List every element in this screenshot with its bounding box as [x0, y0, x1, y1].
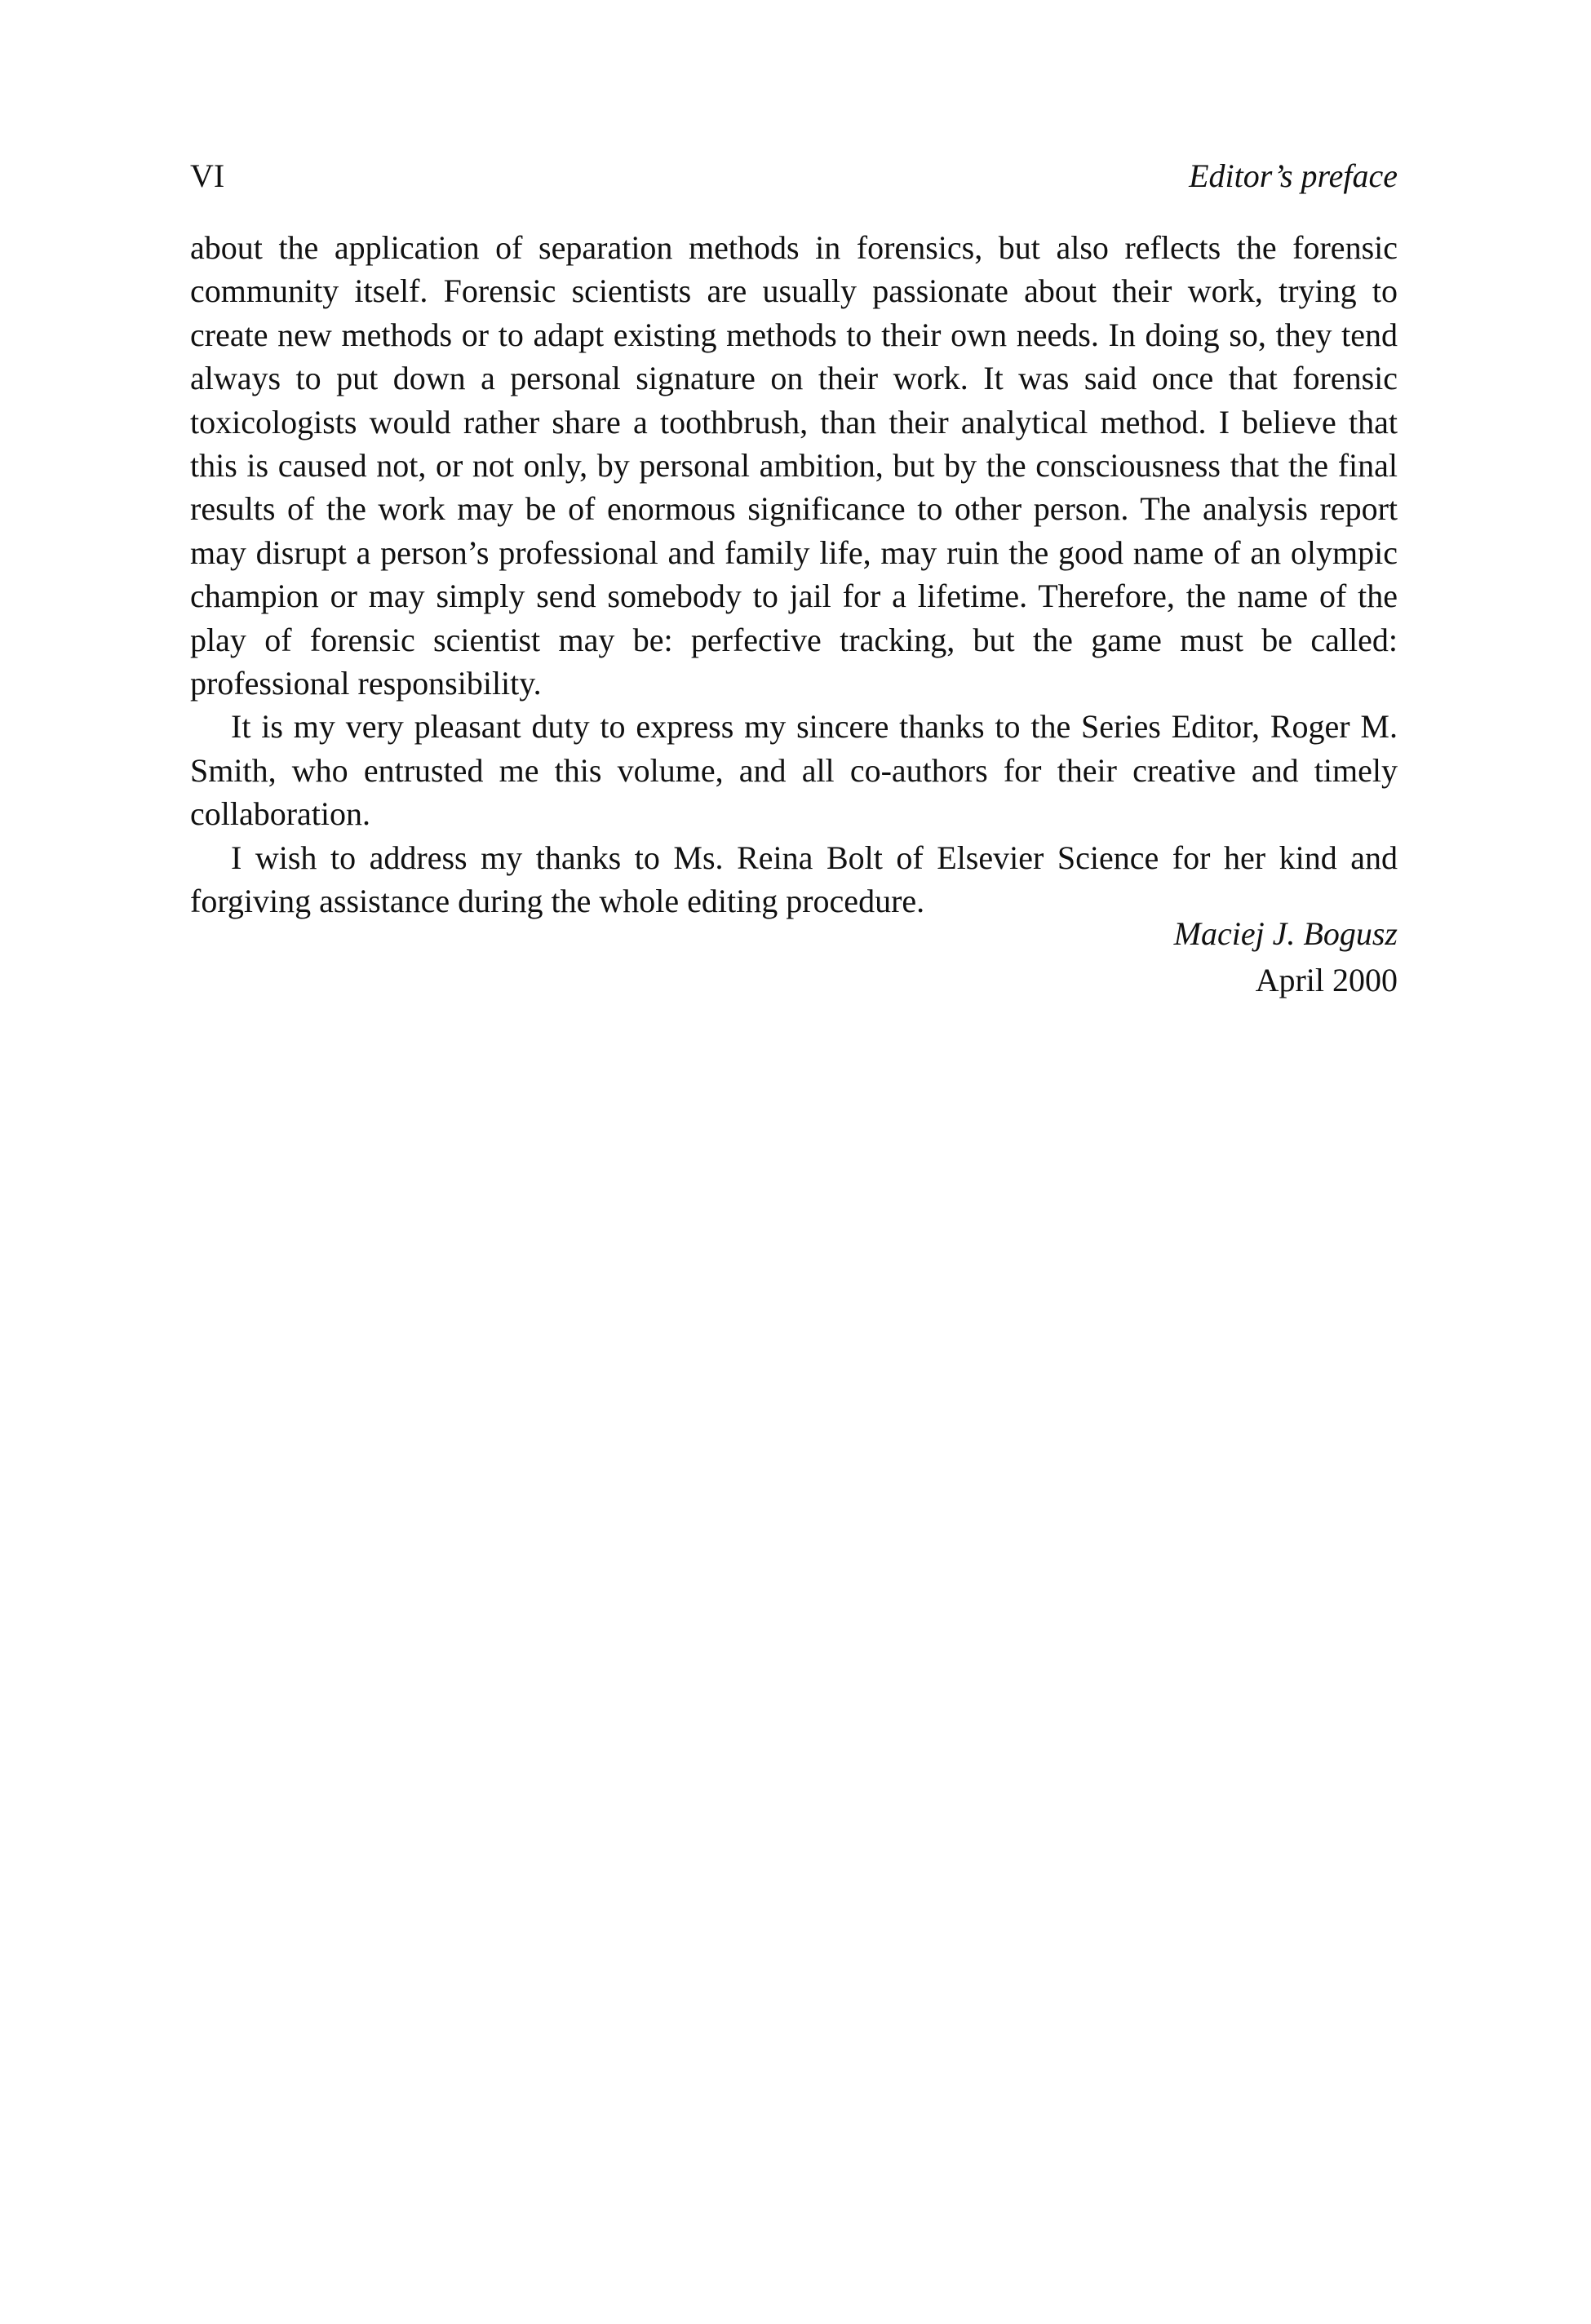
- signature-block: [190, 910, 1398, 1003]
- body-paragraph-continued: about the application of separation methods in forensics, but also reflects the forensic community itself. Forensic scientists are usually passionate about their work, trying to create new methods or to adapt existing methods to their own needs. In doing so, they tend always to put down a personal signature on their work. It was said once that forensic toxicologists would rather share a toothbrush, than their analytical method. I believe that this is caused not, or not only, by personal ambition, but by the consciousness that the final results of the work may be of enormous significance to other person. The analysis report may disrupt a person’s professional and family life, may ruin the good name of an olympic champion or may simply send somebody to jail for a lifetime. Therefore, the name of the play of forensic scientist may be: perfective tracking, but the game must be called: professional responsibility.: [190, 229, 1398, 702]
- signature-date: April 2000: [1255, 962, 1398, 998]
- body-paragraph-thanks-series-editor: It is my very pleasant duty to express my sincere thanks to the Series Editor, Roger M. Smith, who entrusted me this volume, and all co-authors for their creative and timely collaboration.: [190, 708, 1398, 833]
- signature-name: Maciej J. Bogusz: [1173, 915, 1398, 952]
- page-number: VI: [190, 157, 225, 194]
- section-title: Editor’s preface: [1189, 157, 1398, 194]
- preface-body: [190, 226, 1398, 923]
- body-paragraph-thanks-elsevier: I wish to address my thanks to Ms. Reina Bolt of Elsevier Science for her kind and forgiving assistance during the whole editing procedure.: [190, 839, 1398, 920]
- running-head: [190, 153, 1398, 199]
